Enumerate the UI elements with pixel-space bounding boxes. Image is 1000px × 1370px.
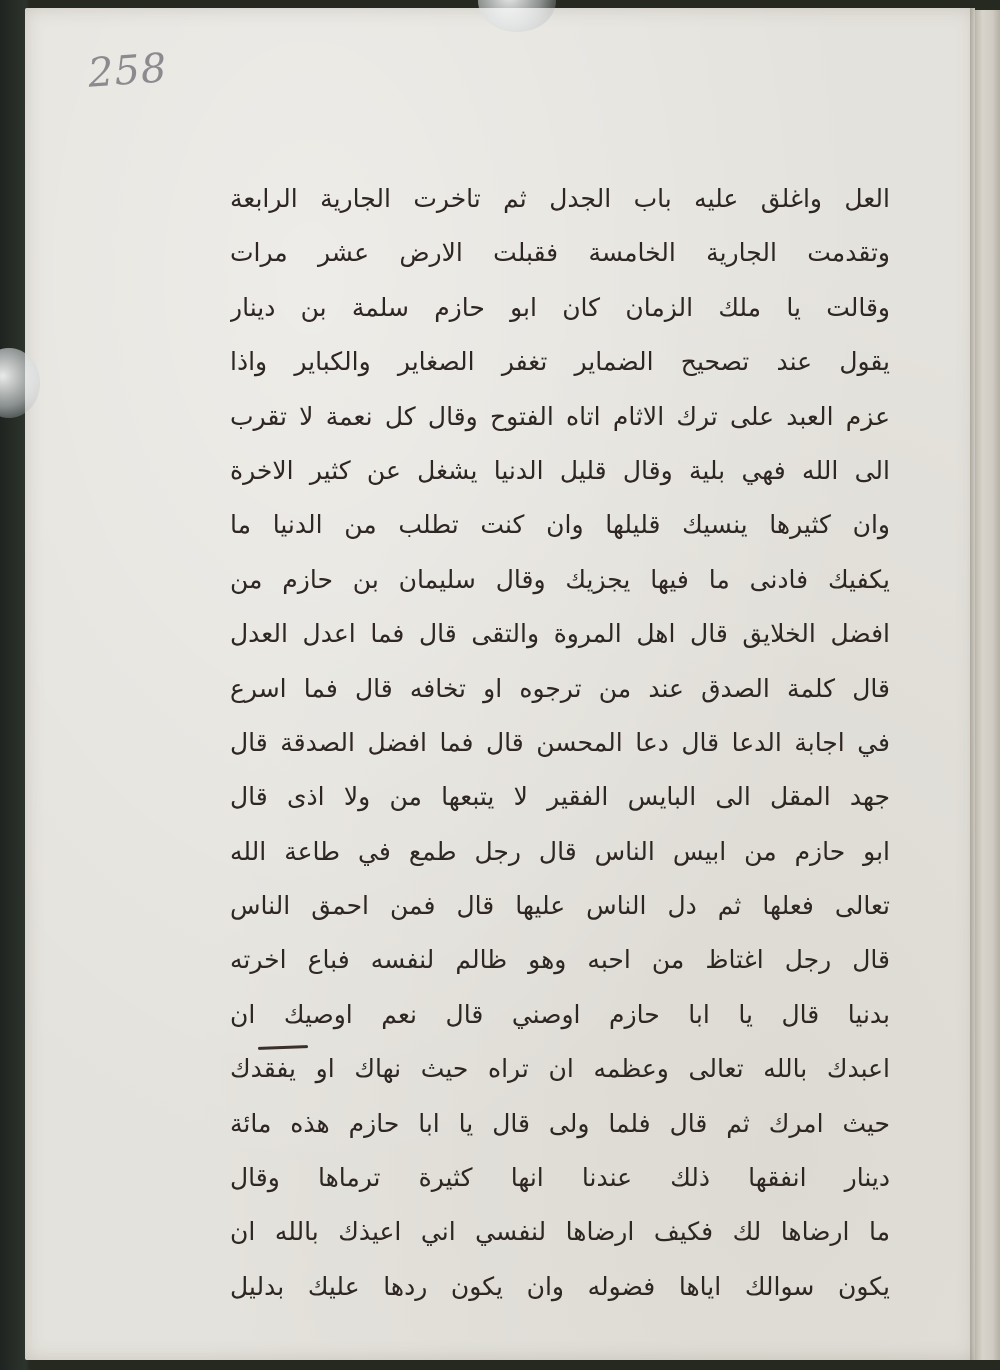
text-line: ابو حازم من ابيس الناس قال رجل طمع في طاعة الله	[230, 836, 890, 866]
text-line: الى الله فهي بلية وقال قليل الدنيا يشغل عن كثير الاخرة	[230, 455, 890, 485]
text-line: يكفيك فادنى ما فيها يجزيك وقال سليمان بن حازم من	[230, 564, 890, 594]
text-line: قال كلمة الصدق عند من ترجوه او تخافه قال فما اسرع	[230, 673, 890, 703]
binding-shadow	[970, 8, 976, 1360]
text-line: افضل الخلايق قال اهل المروة والتقى قال فما اعدل العدل	[230, 619, 890, 649]
text-line: قال رجل اغتاظ من احبه وهو ظالم لنفسه فباع اخرته	[230, 945, 890, 975]
text-line: ما ارضاها لك فكيف ارضاها لنفسي اني اعيذك بالله ان	[230, 1217, 890, 1247]
text-line: في اجابة الدعا قال دعا المحسن قال فما افضل الصدقة قال	[230, 727, 890, 757]
text-line: بدنيا قال يا ابا حازم اوصني قال نعم اوصيك ان	[230, 999, 890, 1029]
text-line: حيث امرك ثم قال فلما ولى قال يا ابا حازم هذه مائة	[230, 1108, 890, 1138]
text-line: العل واغلق عليه باب الجدل ثم تاخرت الجارية الرابعة	[230, 184, 890, 213]
text-line: وتقدمت الجارية الخامسة فقبلت الارض عشر مرات	[230, 238, 890, 268]
text-line: وان كثيرها ينسيك قليلها وان كنت تطلب من الدنيا ما	[230, 510, 890, 540]
text-line: يكون سوالك اياها فضوله وان يكون ردها عليك بدليل	[230, 1271, 890, 1301]
manuscript-text	[230, 172, 890, 1314]
text-line: دينار انفقها ذلك عندنا انها كثيرة ترماها وقال	[230, 1163, 890, 1193]
text-line: عزم العبد على ترك الاثام اتاه الفتوح وقال كل نعمة لا تقرب	[230, 401, 890, 431]
text-line: يقول عند تصحيح الضماير تغفر الصغاير والكباير واذا	[230, 347, 890, 377]
facing-page-edge	[975, 10, 1000, 1360]
text-line: جهد المقل الى البايس الفقير لا يتبعها من ولا اذى قال	[230, 782, 890, 812]
text-line: اعبدك بالله تعالى وعظمه ان تراه حيث نهاك او يفقدك	[230, 1054, 890, 1084]
folio-number: 258	[86, 45, 169, 97]
text-line: تعالى فعلها ثم دل الناس عليها قال فمن احمق الناس	[230, 891, 890, 921]
text-line: وقالت يا ملك الزمان كان ابو حازم سلمة بن دينار	[230, 292, 890, 322]
